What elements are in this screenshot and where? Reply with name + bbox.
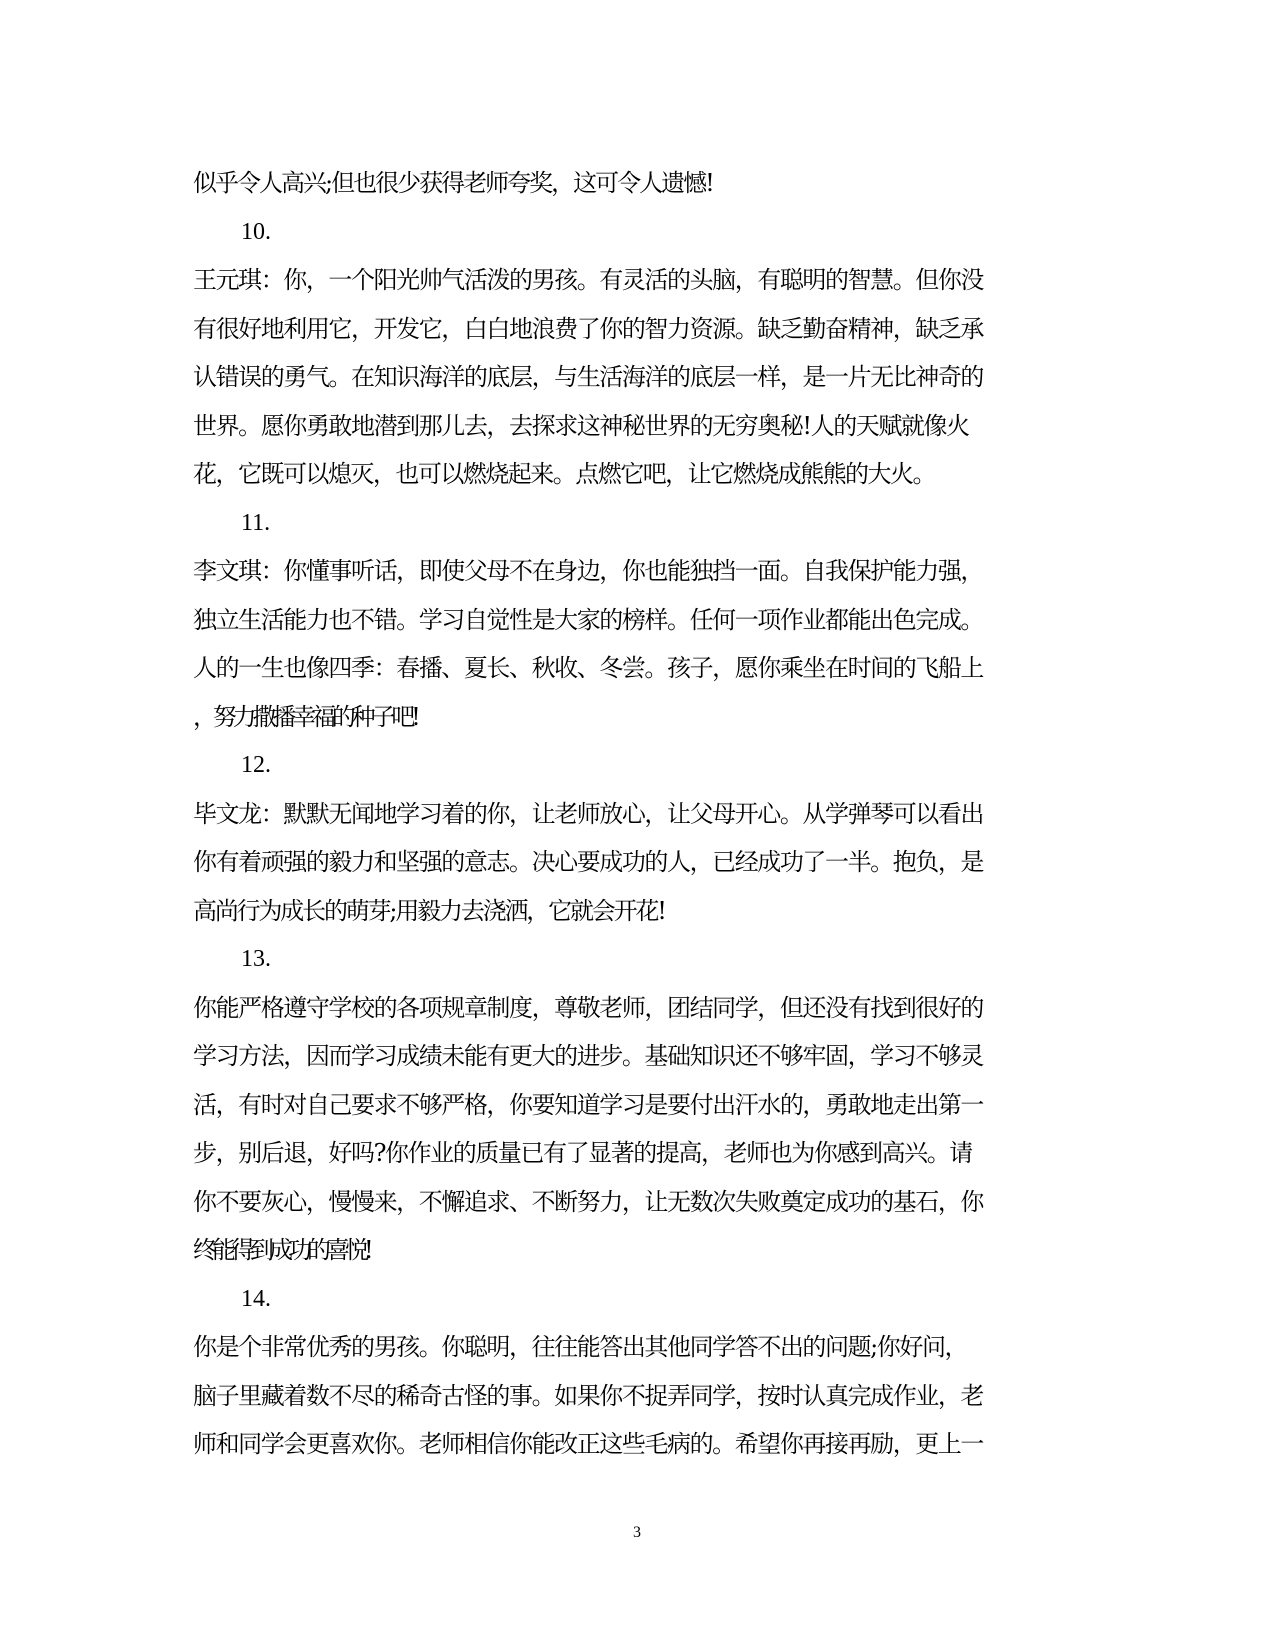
item-number: 10. — [241, 218, 271, 245]
paragraph-line: 步，别后退，好吗?你作业的质量已有了显著的提高，老师也为你感到高兴。请 — [193, 1139, 972, 1167]
paragraph-line: 终能得到成功的喜悦! — [193, 1236, 369, 1264]
paragraph-line: 你是个非常优秀的男孩。你聪明，往往能答出其他同学答不出的问题;你好问， — [193, 1333, 968, 1361]
paragraph-line: 独立生活能力也不错。学习自觉性是大家的榜样。任何一项作业都能出色完成。 — [193, 605, 983, 634]
item-number: 14. — [241, 1285, 271, 1312]
paragraph-line: 王元琪：你，一个阳光帅气活泼的男孩。有灵活的头脑，有聪明的智慧。但你没 — [193, 266, 983, 294]
paragraph-line: 你不要灰心，慢慢来，不懈追求、不断努力，让无数次失败奠定成功的基石，你 — [193, 1187, 983, 1216]
paragraph-line: 高尚行为成长的萌芽;用毅力去浇洒，它就会开花! — [193, 896, 665, 925]
paragraph-line: 脑子里藏着数不尽的稀奇古怪的事。如果你不捉弄同学，按时认真完成作业，老 — [193, 1381, 983, 1410]
paragraph-line: 人的一生也像四季：春播、夏长、秋收、冬尝。孩子，愿你乘坐在时间的飞船上 — [193, 654, 983, 682]
paragraph-line: 师和同学会更喜欢你。老师相信你能改正这些毛病的。希望你再接再励，更上一 — [193, 1430, 983, 1458]
item-number: 12. — [241, 752, 271, 778]
paragraph-line: 你有着顽强的毅力和坚强的意志。决心要成功的人，已经成功了一半。抱负，是 — [193, 848, 983, 876]
paragraph-line: ，努力撒播幸福的种子吧! — [193, 702, 417, 731]
paragraph-line: 世界。愿你勇敢地潜到那儿去，去探求这神秘世界的无穷奥秘!人的天赋就像火 — [193, 411, 969, 440]
paragraph-line: 李文琪：你懂事听话，即使父母不在身边，你也能独挡一面。自我保护能力强， — [193, 557, 983, 585]
item-number: 13. — [241, 946, 271, 972]
paragraph-line: 认错误的勇气。在知识海洋的底层，与生活海洋的底层一样，是一片无比神奇的 — [193, 363, 983, 391]
paragraph-line: 毕文龙：默默无闻地学习着的你，让老师放心，让父母开心。从学弹琴可以看出 — [193, 799, 983, 828]
item-number: 11. — [241, 509, 271, 536]
paragraph-line: 学习方法，因而学习成绩未能有更大的进步。基础知识还不够牢固，学习不够灵 — [193, 1042, 983, 1070]
paragraph-line: 似乎令人高兴;但也很少获得老师夸奖，这可令人遗憾! — [193, 169, 713, 197]
page-number: 3 — [633, 1524, 641, 1541]
paragraph-line: 花，它既可以熄灭，也可以燃烧起来。点燃它吧，让它燃烧成熊熊的大火。 — [193, 460, 935, 488]
paragraph-line: 活，有时对自己要求不够严格，你要知道学习是要付出汗水的，勇敢地走出第一 — [193, 1090, 983, 1119]
document-body — [193, 159, 1073, 1469]
paragraph-line: 你能严格遵守学校的各项规章制度，尊敬老师，团结同学，但还没有找到很好的 — [193, 993, 983, 1022]
paragraph-line: 有很好地利用它，开发它，白白地浪费了你的智力资源。缺乏勤奋精神，缺乏承 — [193, 314, 983, 343]
